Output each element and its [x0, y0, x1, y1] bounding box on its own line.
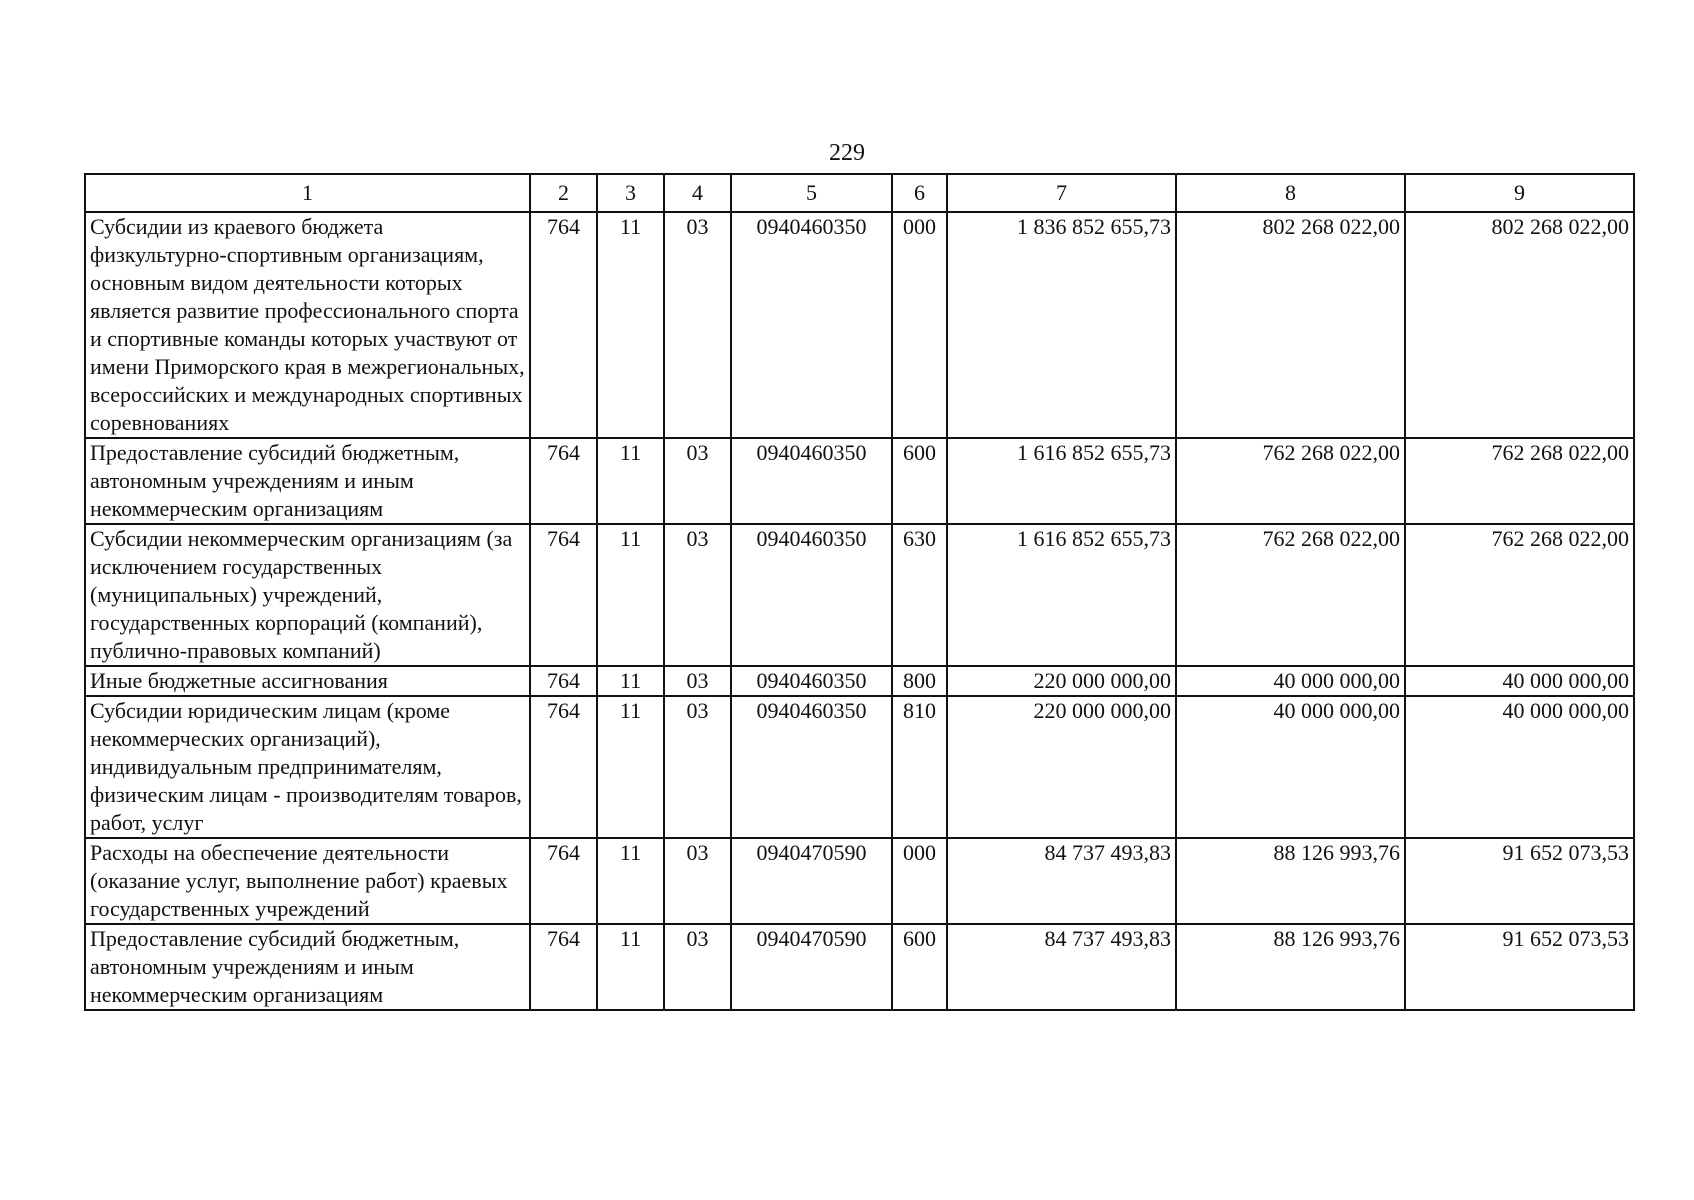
column-header: 8 [1176, 174, 1405, 212]
cell-expense-type: 800 [892, 666, 947, 696]
cell-amount-8: 40 000 000,00 [1176, 666, 1405, 696]
column-header: 9 [1405, 174, 1634, 212]
column-header: 2 [530, 174, 597, 212]
cell-subsection: 03 [664, 438, 731, 524]
row-name: Предоставление субсидий бюджетным, автономным учреждениям и иным некоммерческим организациям [85, 924, 530, 1010]
cell-amount-9: 762 268 022,00 [1405, 524, 1634, 666]
cell-target-article: 0940460350 [731, 666, 892, 696]
row-name: Предоставление субсидий бюджетным, автономным учреждениям и иным некоммерческим организациям [85, 438, 530, 524]
cell-expense-type: 810 [892, 696, 947, 838]
cell-section: 11 [597, 924, 664, 1010]
cell-expense-type: 600 [892, 924, 947, 1010]
cell-subsection: 03 [664, 524, 731, 666]
header-row [85, 174, 1634, 212]
cell-amount-7: 1 836 852 655,73 [947, 212, 1176, 438]
cell-section: 11 [597, 524, 664, 666]
cell-target-article: 0940460350 [731, 524, 892, 666]
cell-amount-7: 220 000 000,00 [947, 696, 1176, 838]
cell-code: 764 [530, 666, 597, 696]
table-row [85, 838, 1634, 924]
cell-subsection: 03 [664, 696, 731, 838]
cell-amount-7: 84 737 493,83 [947, 838, 1176, 924]
row-name: Субсидии из краевого бюджета физкультурно-спортивным организациям, основным видом деятельности которых является развитие профессионального спорта и спортивные команды которых участвуют от имени Приморского края в межрегиональных, всероссийских и международных спортивных соревнованиях [85, 212, 530, 438]
cell-amount-8: 762 268 022,00 [1176, 438, 1405, 524]
cell-expense-type: 000 [892, 838, 947, 924]
cell-amount-8: 88 126 993,76 [1176, 924, 1405, 1010]
table-row [85, 438, 1634, 524]
cell-code: 764 [530, 696, 597, 838]
cell-code: 764 [530, 838, 597, 924]
column-header: 3 [597, 174, 664, 212]
cell-amount-9: 762 268 022,00 [1405, 438, 1634, 524]
table-row [85, 696, 1634, 838]
cell-section: 11 [597, 838, 664, 924]
row-name: Расходы на обеспечение деятельности (оказание услуг, выполнение работ) краевых государственных учреждений [85, 838, 530, 924]
cell-amount-9: 802 268 022,00 [1405, 212, 1634, 438]
cell-code: 764 [530, 924, 597, 1010]
column-header: 7 [947, 174, 1176, 212]
page-number: 229 [829, 140, 865, 166]
table-row [85, 524, 1634, 666]
cell-amount-8: 802 268 022,00 [1176, 212, 1405, 438]
cell-amount-7: 220 000 000,00 [947, 666, 1176, 696]
cell-target-article: 0940460350 [731, 438, 892, 524]
cell-target-article: 0940470590 [731, 924, 892, 1010]
cell-amount-7: 84 737 493,83 [947, 924, 1176, 1010]
cell-code: 764 [530, 438, 597, 524]
cell-target-article: 0940460350 [731, 212, 892, 438]
cell-amount-7: 1 616 852 655,73 [947, 524, 1176, 666]
cell-subsection: 03 [664, 666, 731, 696]
cell-code: 764 [530, 524, 597, 666]
table-row [85, 666, 1634, 696]
column-header: 5 [731, 174, 892, 212]
row-name: Субсидии некоммерческим организациям (за исключением государственных (муниципальных) учреждений, государственных корпораций (компаний), публично-правовых компаний) [85, 524, 530, 666]
cell-subsection: 03 [664, 838, 731, 924]
column-header: 4 [664, 174, 731, 212]
row-name: Субсидии юридическим лицам (кроме некоммерческих организаций), индивидуальным предпринимателям, физическим лицам - производителям товаров, работ, услуг [85, 696, 530, 838]
row-name: Иные бюджетные ассигнования [85, 666, 530, 696]
cell-expense-type: 630 [892, 524, 947, 666]
cell-amount-8: 762 268 022,00 [1176, 524, 1405, 666]
budget-table [84, 173, 1635, 1011]
cell-subsection: 03 [664, 924, 731, 1010]
cell-amount-8: 40 000 000,00 [1176, 696, 1405, 838]
cell-code: 764 [530, 212, 597, 438]
cell-amount-9: 40 000 000,00 [1405, 666, 1634, 696]
column-header: 6 [892, 174, 947, 212]
cell-section: 11 [597, 666, 664, 696]
cell-amount-9: 91 652 073,53 [1405, 838, 1634, 924]
cell-section: 11 [597, 212, 664, 438]
cell-section: 11 [597, 696, 664, 838]
column-header: 1 [85, 174, 530, 212]
cell-amount-9: 40 000 000,00 [1405, 696, 1634, 838]
cell-amount-9: 91 652 073,53 [1405, 924, 1634, 1010]
cell-amount-7: 1 616 852 655,73 [947, 438, 1176, 524]
table-row [85, 924, 1634, 1010]
cell-expense-type: 600 [892, 438, 947, 524]
table-row [85, 212, 1634, 438]
cell-expense-type: 000 [892, 212, 947, 438]
cell-section: 11 [597, 438, 664, 524]
cell-amount-8: 88 126 993,76 [1176, 838, 1405, 924]
cell-subsection: 03 [664, 212, 731, 438]
cell-target-article: 0940470590 [731, 838, 892, 924]
cell-target-article: 0940460350 [731, 696, 892, 838]
